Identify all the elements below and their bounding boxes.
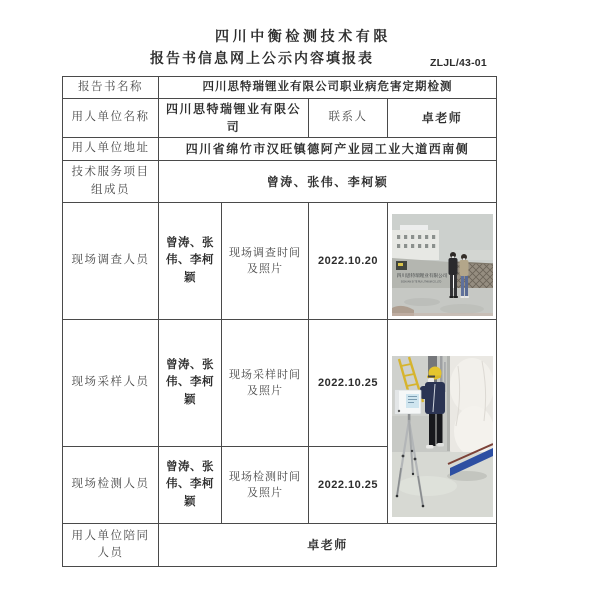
sampling-instrument xyxy=(395,390,421,414)
accompany-value: 卓老师 xyxy=(159,524,497,567)
form-title-line2: 报告书信息网上公示内容填报表 xyxy=(150,50,374,66)
report-name-label: 报告书名称 xyxy=(63,77,159,99)
employer-name-value: 四川思特瑞锂业有限公司 xyxy=(159,99,309,138)
sampling-date: 2022.10.25 xyxy=(309,320,388,447)
contact-value: 卓老师 xyxy=(388,99,497,138)
sampling-label: 现场采样人员 xyxy=(63,320,159,447)
onsite-sampling-photo xyxy=(392,356,493,517)
report-name-value: 四川思特瑞锂业有限公司职业病危害定期检测 xyxy=(159,77,497,99)
survey-date: 2022.10.20 xyxy=(309,203,388,320)
employer-address-label: 用人单位地址 xyxy=(63,138,159,161)
detection-date: 2022.10.25 xyxy=(309,447,388,524)
project-team-value: 曾涛、张伟、李柯颖 xyxy=(159,161,497,203)
project-team-label: 技术服务项目组成员 xyxy=(63,161,159,203)
sampling-photo-cell xyxy=(388,320,497,524)
table-row-report-name xyxy=(63,77,497,99)
background-structures xyxy=(452,250,493,260)
sign-company-name-en: SICHUAN SI TE RUI LITHIUM CO.,LTD xyxy=(400,281,442,284)
document-code: ZLJL/43-01 xyxy=(430,57,487,69)
survey-time-label: 现场调查时间及照片 xyxy=(222,203,309,320)
table-row-employer-address xyxy=(63,138,497,161)
detection-members: 曾涛、张伟、李柯颖 xyxy=(159,447,222,524)
sign-company-name: 四川思特瑞锂业有限公司 xyxy=(396,273,448,278)
table-row-site-sampling xyxy=(63,320,497,447)
detection-label: 现场检测人员 xyxy=(63,447,159,524)
contact-label: 联系人 xyxy=(309,99,388,138)
sampling-members: 曾涛、张伟、李柯颖 xyxy=(159,320,222,447)
table-row-project-team xyxy=(63,161,497,203)
factory-entrance-photo xyxy=(392,214,493,316)
table-row-employer-name xyxy=(63,99,497,138)
survey-members: 曾涛、张伟、李柯颖 xyxy=(159,203,222,320)
report-info-table xyxy=(62,76,497,567)
employer-name-label: 用人单位名称 xyxy=(63,99,159,138)
detection-time-label: 现场检测时间及照片 xyxy=(222,447,309,524)
form-title-line1: 四川中衡检测技术有限 xyxy=(215,28,391,44)
survey-photo-cell xyxy=(388,203,497,320)
employer-address-value: 四川省绵竹市汉旺镇德阿产业园工业大道西南侧 xyxy=(159,138,497,161)
table-row-accompany xyxy=(63,524,497,567)
accompany-label: 用人单位陪同人员 xyxy=(63,524,159,567)
survey-label: 现场调查人员 xyxy=(63,203,159,320)
table-row-site-survey xyxy=(63,203,497,320)
sampling-time-label: 现场采样时间及照片 xyxy=(222,320,309,447)
